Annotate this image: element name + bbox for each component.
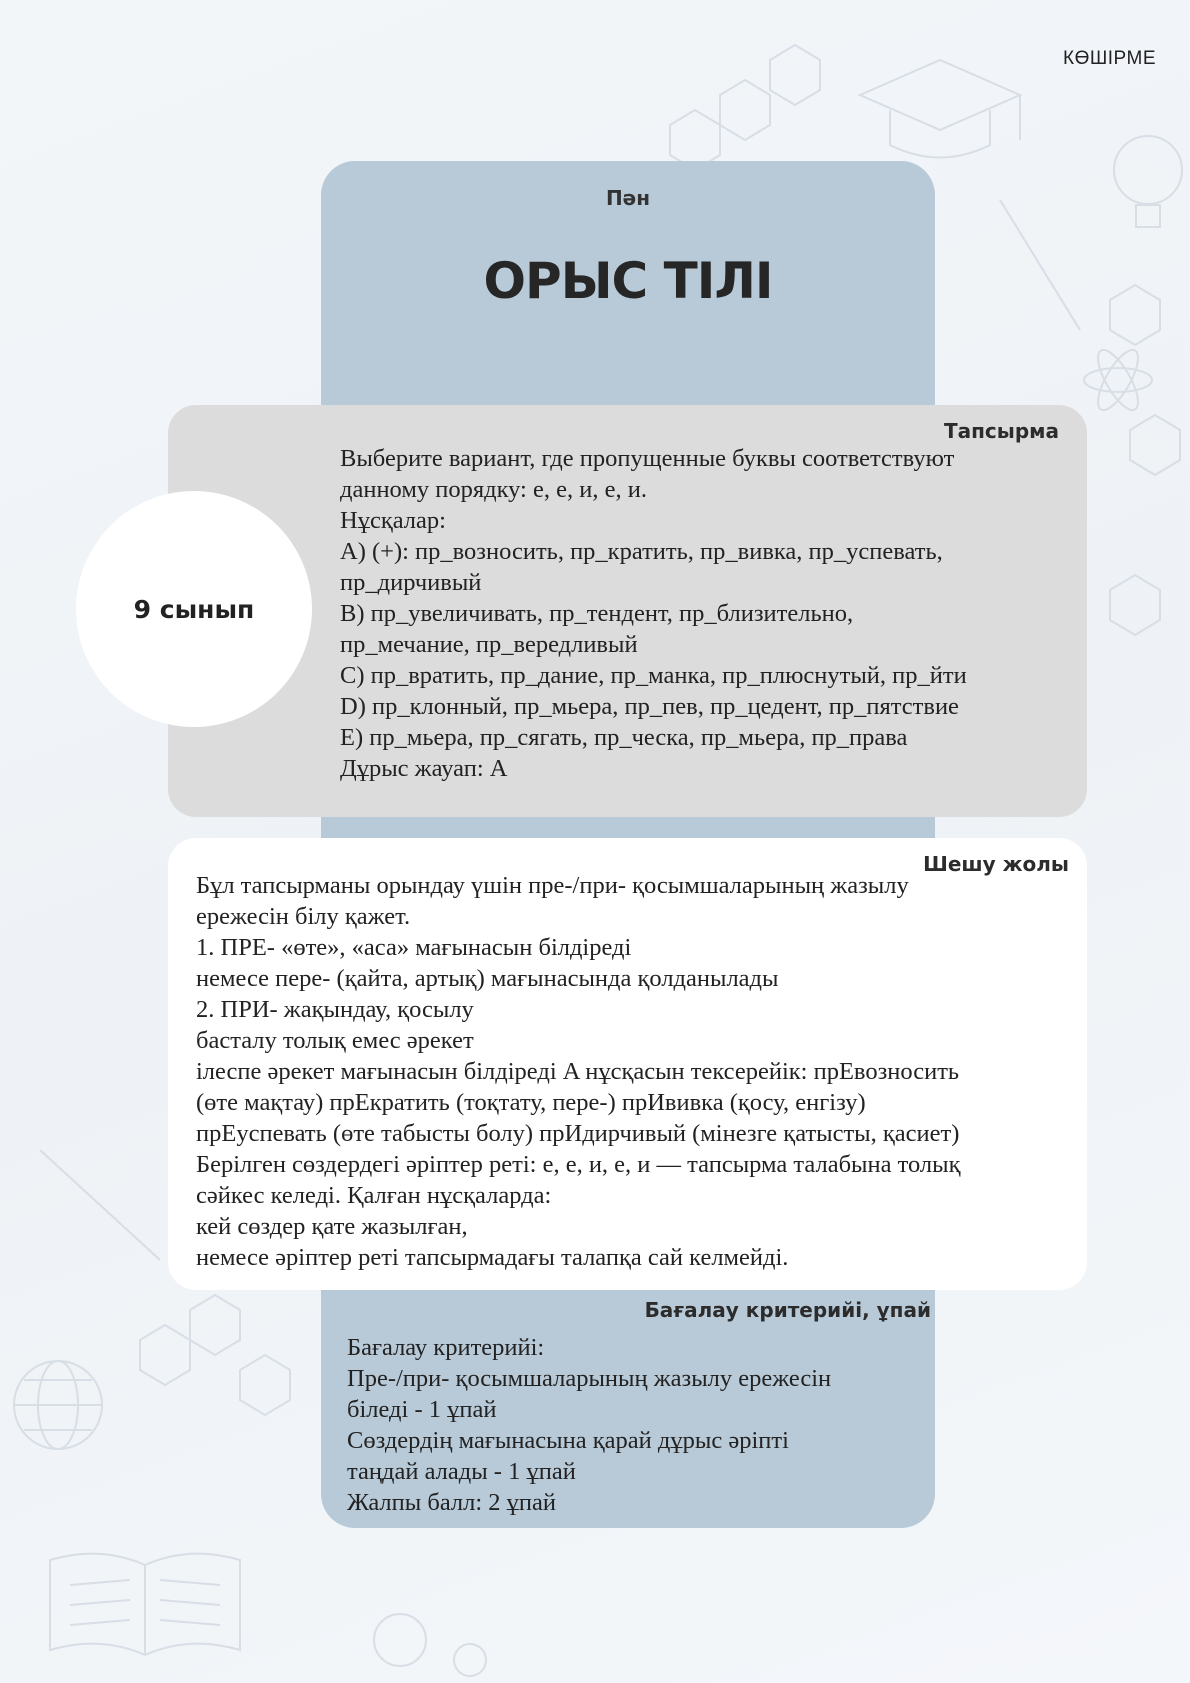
subject-label: Пән <box>605 186 651 210</box>
solution-line: Бұл тапсырманы орындау үшін пре-/при- қосымшаларының жазылу <box>196 872 909 899</box>
atom-icon <box>1084 368 1152 392</box>
solution-line: ережесін білу қажет. <box>196 903 411 930</box>
task-heading: Тапсырма <box>943 419 1059 443</box>
solution-line: ілеспе әрекет мағынасын білдіреді A нұсқасын тексерейік: прЕвозносить <box>196 1058 960 1085</box>
option-e: E) пр_мьера, пр_сягать, пр_ческа, пр_мьера, пр_права <box>340 724 908 751</box>
grade-badge: 9 сынып <box>76 491 312 727</box>
criteria-heading: Бағалау критерийі, ұпай <box>644 1298 931 1322</box>
copy-watermark-label: КӨШІРМЕ <box>1063 48 1156 69</box>
criteria-line: Сөздердің мағынасына қарай дұрыс әріпті <box>347 1427 789 1454</box>
solution-card <box>168 838 1087 1290</box>
solution-line: прЕуспевать (өте табысты болу) прИдирчивый (мінезге қатысты, қасиет) <box>196 1120 960 1147</box>
solution-line: немесе әріптер реті тапсырмадағы талапқа сай келмейді. <box>196 1244 789 1271</box>
task-line: данному порядку: е, е, и, е, и. <box>340 476 647 503</box>
correct-answer: Дұрыс жауап: A <box>340 755 508 782</box>
criteria-line: біледі - 1 ұпай <box>347 1396 497 1423</box>
solution-line: (өте мақтау) прЕкратить (тоқтату, пере-) прИвивка (қосу, енгізу) <box>196 1089 866 1116</box>
solution-line: сәйкес келеді. Қалған нұсқаларда: <box>196 1182 552 1209</box>
lightbulb-icon <box>1114 136 1182 204</box>
solution-line: кей сөздер қате жазылған, <box>196 1213 468 1240</box>
solution-heading: Шешу жолы <box>923 852 1069 876</box>
option-b: B) пр_увеличивать, пр_тендент, пр_близительно, <box>340 600 854 627</box>
solution-line: 1. ПРЕ- «өте», «аса» мағынасын білдіреді <box>196 934 632 961</box>
graduation-cap-icon <box>860 60 1020 130</box>
solution-line: 2. ПРИ- жақындау, қосылу <box>196 996 474 1023</box>
solution-line: немесе пере- (қайта, артық) мағынасында қолданылады <box>196 965 779 992</box>
option-a: A) (+): пр_возносить, пр_кратить, пр_вивка, пр_успевать, <box>340 538 943 565</box>
option-d: D) пр_клонный, пр_мьера, пр_пев, пр_цедент, пр_пятствие <box>340 693 959 720</box>
task-body <box>340 443 1080 784</box>
solution-line: басталу толық емес әрекет <box>196 1027 474 1054</box>
task-line: Нұсқалар: <box>340 507 446 534</box>
criteria-body <box>347 1332 917 1518</box>
subject-title: ОРЫС ТІЛІ <box>483 252 773 310</box>
task-line: Выберите вариант, где пропущенные буквы соответствуют <box>340 445 955 472</box>
option-b-cont: пр_мечание, пр_вередливый <box>340 631 638 658</box>
solution-line: Берілген сөздердегі әріптер реті: е, е, и, е, и — тапсырма талабына толық <box>196 1151 961 1178</box>
criteria-total: Жалпы балл: 2 ұпай <box>347 1489 557 1516</box>
solution-body <box>196 870 1081 1273</box>
criteria-line: Пре-/при- қосымшаларының жазылу ережесін <box>347 1365 832 1392</box>
criteria-line: таңдай алады - 1 ұпай <box>347 1458 576 1485</box>
option-c: C) пр_вратить, пр_дание, пр_манка, пр_плюснутый, пр_йти <box>340 662 967 689</box>
criteria-line: Бағалау критерийі: <box>347 1334 545 1361</box>
option-a-cont: пр_дирчивый <box>340 569 482 596</box>
